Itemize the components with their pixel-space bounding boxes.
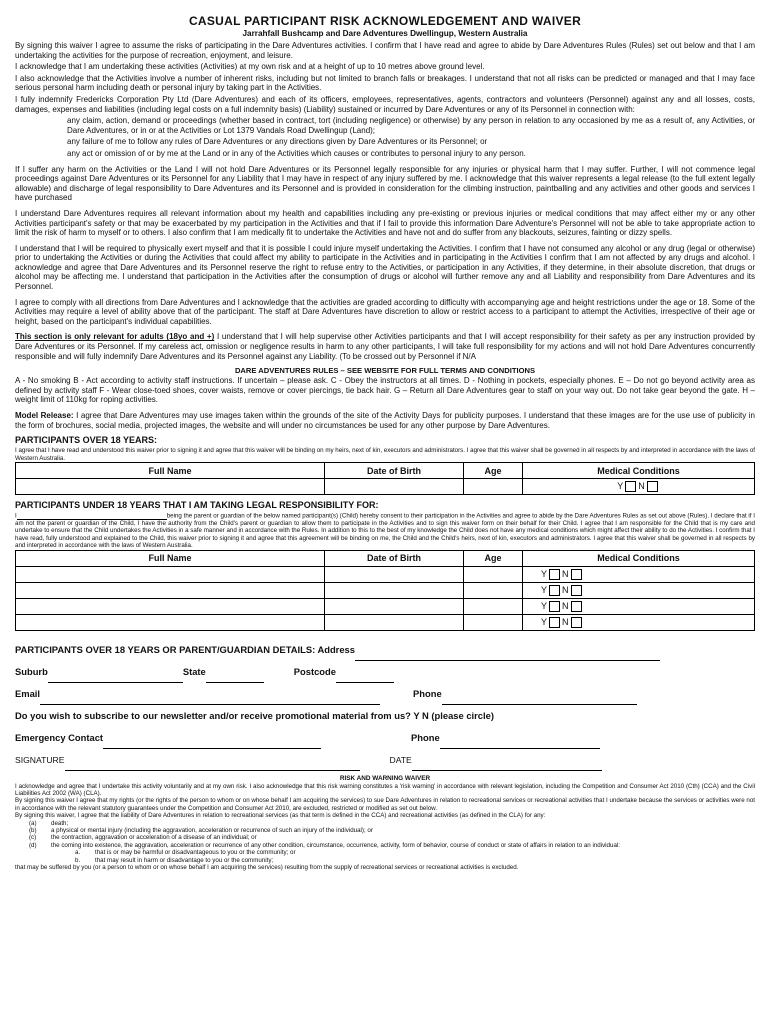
rules-header: DARE ADVENTURES RULES – SEE WEBSITE FOR FULL TERMS AND CONDITIONS (234, 366, 536, 376)
table-row: Y N (16, 614, 755, 630)
paragraph-health: I understand Dare Adventures requires all relevant information about my health and capabilities including any pre-existing or previous injuries or medical conditions that may affect either my or any other Activities participant's safety or that may be exacerbated by my participation in the Activities and that if I fail to provide this information Dare Adventure's Personnel will not be able to take appropriate action to limit the risk of harm to myself or to others. I also confirm that I am medically fit to undertake the Activities and have not and do suffer from any blackouts, seizures, fainting or dizzy spells. (15, 208, 755, 238)
list-item: (c) the contraction, aggravation or acceleration of a disease of an individual; or (29, 834, 257, 842)
phone-line[interactable] (442, 693, 637, 705)
paragraph-directions: I agree to comply with all directions from Dare Adventures and I acknowledge that the activities are graded according to difficulty with accompanying age and height restrictions under the age or 18. Some of the Activities may require a level of ability above that of the participant. The staff at Dare Adventures have discretion to allow or restrict access to a participant to attempt the Activities, irrespective of their age or height, based on the participant's individual capabilities. (15, 297, 755, 326)
yes-checkbox[interactable] (549, 601, 560, 612)
indemnify-item-claims: any claim, action, demand or proceedings (whether based in contract, tort (including negligence) or otherwise) by any person in relation to any occasioned by me as a result of, any Activities, or Dare Adventures, or in or at the Activities or Lot 1379 Vandals Road Dwellingup (Land); (67, 116, 755, 135)
dob-field[interactable] (325, 598, 464, 614)
suburb-row: Suburb State Postcode (15, 661, 755, 683)
no-checkbox[interactable] (571, 585, 582, 596)
risk-warning-title: RISK AND WARNING WAIVER (339, 774, 431, 782)
indemnify-item-acts: any act or omission of or by me at the Land or in any of the Activities which causes or contributes to personal injury to any person. (67, 148, 526, 158)
age-field[interactable] (464, 598, 523, 614)
under18-table: Full Name Date of Birth Age Medical Conditions Y N Y N Y N Y N (15, 550, 755, 631)
dob-field[interactable] (325, 566, 464, 582)
full-name-field[interactable] (16, 566, 325, 582)
no-checkbox[interactable] (571, 569, 582, 580)
dob-field[interactable] (325, 479, 464, 495)
col-medical: Medical Conditions (523, 463, 755, 479)
table-row (16, 479, 755, 495)
state-line[interactable] (206, 671, 264, 683)
table-row: Y N (16, 598, 755, 614)
email-line[interactable] (40, 693, 380, 705)
address-line[interactable] (355, 649, 660, 661)
full-name-field[interactable] (16, 582, 325, 598)
list-item: a. that is or may be harmful or disadvantageous to you or the community; or (75, 849, 296, 857)
list-item: b. that may result in harm or disadvantage to you or the community; (75, 856, 274, 864)
rules-text: A - No smoking B - Act according to activity staff instructions. If uncertain – please ask. C - Obey the instructors at all times. D - Nothing in pockets, especially phones. E – Do not go beyond activity area as defined by activity staff F - Wear close-toed shoes, cover waists, remove or cover piercings, tie back hair. G – Return all Dare Adventures gear to staff on your way out. Do not take gear beyond the gate. H – weight limit of 110kg for roping activities. (15, 376, 755, 405)
adult-section-lead: This section is only relevant for adults (18yo and +) (15, 332, 215, 342)
paragraph-alcohol: I understand that I will be required to physically exert myself and that it is possible I could injure myself undertaking the Activities. I confirm that I have not consumed any alcohol or any drug (legal or otherwise) prior to undertaking the Activities or during the Activities that could affect my ability to participate in the Activities and in participating in the Activities I confirm that I am not affected by any drugs and alcohol. I acknowledge and agree that Dare Adventures and its Personnel reserve the right to refuse entry to the Activities, or participation in any Activities, if they determine, in their absolute discretion, that drugs or alcohol may be affecting me. I understand that participation in the Activities after the consumption of drugs or alcohol will further remove any and all Liability and responsibility from Dare Adventures and its Personnel. (15, 243, 755, 292)
dob-field[interactable] (325, 582, 464, 598)
age-field[interactable] (464, 479, 523, 495)
medical-yn: Y N (523, 479, 755, 495)
risk-paragraph-3: By signing this waiver, I agree that the liability of Dare Adventures in relation to recreational services (as that term is defined in the CCA) and recreational activities (as defined in the CLA) for any: (15, 812, 546, 820)
document-subtitle: Jarrahfall Bushcamp and Dare Adventures Dwellingup, Western Australia (242, 29, 528, 38)
paragraph-release: If I suffer any harm on the Activities or the Land I will not hold Dare Adventures or its Personnel legally responsible for any injuries or physical harm that I may suffer. Further, I will not commence legal proceedings against Dare Adventures or its Personnel for any Liability that I may have in respect of any injury suffered by me. I acknowledge that this waiver represents a legal release (to the full extent legally allowable) and discharge of legal responsibility to Dare Adventures and its Personnel and is provided in consideration for the climbing instruction, paintballing and any activities and other goods and services I have purchased (15, 164, 755, 203)
list-item: (b) a physical or mental injury (including the aggravation, acceleration or recurrence of such an injury of the individual); or (29, 827, 373, 835)
suburb-line[interactable] (48, 671, 183, 683)
postcode-line[interactable] (336, 671, 394, 683)
over18-table (15, 462, 755, 495)
guardian-name-line[interactable] (17, 512, 167, 520)
full-name-field[interactable] (16, 614, 325, 630)
col-full-name: Full Name (16, 463, 325, 479)
paragraph-indemnify: I fully indemnify Fredericks Corporation Pty Ltd (Dare Adventures) and each of its officers, employees, representatives, agents, contractors and volunteers (Personnel) against any and all losses, costs, damages, expenses and liabilities (including legal costs on a full indemnity basis) (Liability) sustained or incurred by Dare Adventures or any of its Personnel in connection with: (15, 94, 755, 114)
under18-heading: PARTICIPANTS UNDER 18 YEARS THAT I AM TAKING LEGAL RESPONSIBILITY FOR: (15, 500, 379, 510)
emergency-row: Emergency Contact Phone (15, 727, 755, 749)
risk-paragraph-1: I acknowledge and agree that I undertake this activity voluntarily and at my own risk. I also acknowledge that this risk warning constitutes a 'risk warning' in accordance with relevant legislation, including the Competition and Consumer Act 2010 (Cth) (CCA) and the Civil Liabilities Act 2002 (WA) (CLA). (15, 782, 755, 798)
date-line[interactable] (412, 759, 602, 771)
indemnify-item-rules: any failure of me to follow any rules of Dare Adventures or any directions given by Dare Adventures or its Personnel; or (67, 137, 488, 147)
model-release-lead: Model Release: (15, 411, 74, 420)
signature-row: SIGNATURE DATE (15, 749, 755, 771)
list-item: (d) the coming into existence, the aggravation, acceleration or recurrence of any other condition, circumstance, occurrence, activity, form of behavior, course of conduct or state of affairs in relation to an individual: (29, 841, 620, 849)
age-field[interactable] (464, 614, 523, 630)
age-field[interactable] (464, 566, 523, 582)
risk-paragraph-2: By signing this waiver I agree that my rights (or the rights of the person to whom or on whose behalf I am acquiring the services) to sue Dare Adventures in relation to recreational services or recreational activities that I undertake because the services or activities were not in accordance with the relevant statutory guarantees under the Competition and Consumer Act 2010, are excluded, restricted or modified as set out below. (15, 797, 755, 812)
paragraph-model-release: Model Release: I agree that Dare Adventures may use images taken within the grounds of the site of the Activity Days for publicity purposes. I understand that these images are for the use use of publicity in the form of brochures, social media, projected images, the website and will under no circumstances be used for any other purpose by Dare Adventures. (15, 411, 755, 430)
risk-last: that may be suffered by you (or a person to whom or on whose behalf I am acquiring the services) resulting from the supply of recreational services or recreational activities is excluded. (15, 864, 519, 872)
age-field[interactable] (464, 582, 523, 598)
document-title: CASUAL PARTICIPANT RISK ACKNOWLEDGEMENT AND WAIVER (188, 14, 582, 28)
list-item: (a) death; (29, 819, 69, 827)
emergency-contact-line[interactable] (103, 737, 321, 749)
full-name-field[interactable] (16, 479, 325, 495)
full-name-field[interactable] (16, 598, 325, 614)
paragraph-own-risk: I acknowledge that I am undertaking these activities (Activities) at my own risk and at a height of up to 10 metres above ground level. (15, 62, 485, 72)
table-row: Y N (16, 566, 755, 582)
col-dob: Date of Birth (325, 463, 464, 479)
newsletter-question: Do you wish to subscribe to our newsletter and/or receive promotional material from us? Y N (please circle) (15, 709, 494, 721)
yes-checkbox[interactable] (549, 617, 560, 628)
yes-checkbox[interactable] (549, 569, 560, 580)
signature-line[interactable] (65, 759, 360, 771)
table-row: Y N (16, 582, 755, 598)
paragraph-adult-supervision: This section is only relevant for adults (18yo and +) I understand that I will help supervise other Activities participants and that I will accept responsibility for their safety as per any instruction provided by Dare Adventures or its Personnel. If my careless act, omission or negligence results in harm to any other participants, I will take full responsibility for my actions and will not hold Dare Adventures concurrently responsible and will fully indemnify Dare Adventures and its Personnel against any Liability. (To be crossed out by Personnel if N/A (15, 332, 755, 361)
no-checkbox[interactable] (571, 601, 582, 612)
waiver-document (15, 0, 755, 872)
email-row: Email Phone (15, 683, 755, 705)
address-row: PARTICIPANTS OVER 18 YEARS OR PARENT/GUARDIAN DETAILS: Address (15, 639, 755, 661)
over18-heading: PARTICIPANTS OVER 18 YEARS: (15, 435, 158, 446)
under18-text: I being the parent or guardian of the below named participant(s) (Child) hereby consent to their participation in the Activities and agree to abide by the Dare Adventures Rules as set out above (Rules). I declare that if I am not the parent or guardian of the Child, I have the authority from the Child's parent or guardian to allow them to participate in the Activities and to sign this waiver form on their behalf for their Child. I agree that I am responsible for the Child that is my care and undertake to ensure that the Child undertakes the Activities in a safe manner and in accordance with the Rules. In addition to this to the best of my knowledge the Child does not have any medical conditions which might affect their ability to do the Activities. I confirm that I have read, fully understood and explained to the Child, this waiver prior to signing it and agree that this agreement will be binding on me, the Child and the Child's heirs, next of kin, executors and administrators. I agree that this waiver shall be governed in all respects by and interpreted in accordance with the laws of Western Australia. (15, 512, 755, 550)
yes-checkbox[interactable] (549, 585, 560, 596)
over18-text: I agree that I have read and understood this waiver prior to signing it and agree that this waiver will be binding on my heirs, next of kin, executors and administrators. I agree that this waiver shall be governed in all respects by and interpreted in accordance with the laws of Western Australia. (15, 447, 755, 462)
paragraph-assume-risk: By signing this waiver I agree to assume the risks of participating in the Dare Adventures activities. I confirm that I have read and agree to abide by Dare Adventures Rules (Rules) set out below and that I am undertaking the activities for the purpose of recreation, enjoyment, and leisure. (15, 41, 755, 60)
no-checkbox[interactable] (647, 481, 658, 492)
no-checkbox[interactable] (571, 617, 582, 628)
emergency-phone-line[interactable] (440, 737, 600, 749)
dob-field[interactable] (325, 614, 464, 630)
col-age: Age (464, 463, 523, 479)
yes-checkbox[interactable] (625, 481, 636, 492)
paragraph-inherent-risks: I also acknowledge that the Activities involve a number of inherent risks, including but not limited to branch falls or breakages. I understand that not all risks can be predicted or managed and that I may face serious personal harm including death or personal injury by taking part in the Activities. (15, 73, 755, 93)
